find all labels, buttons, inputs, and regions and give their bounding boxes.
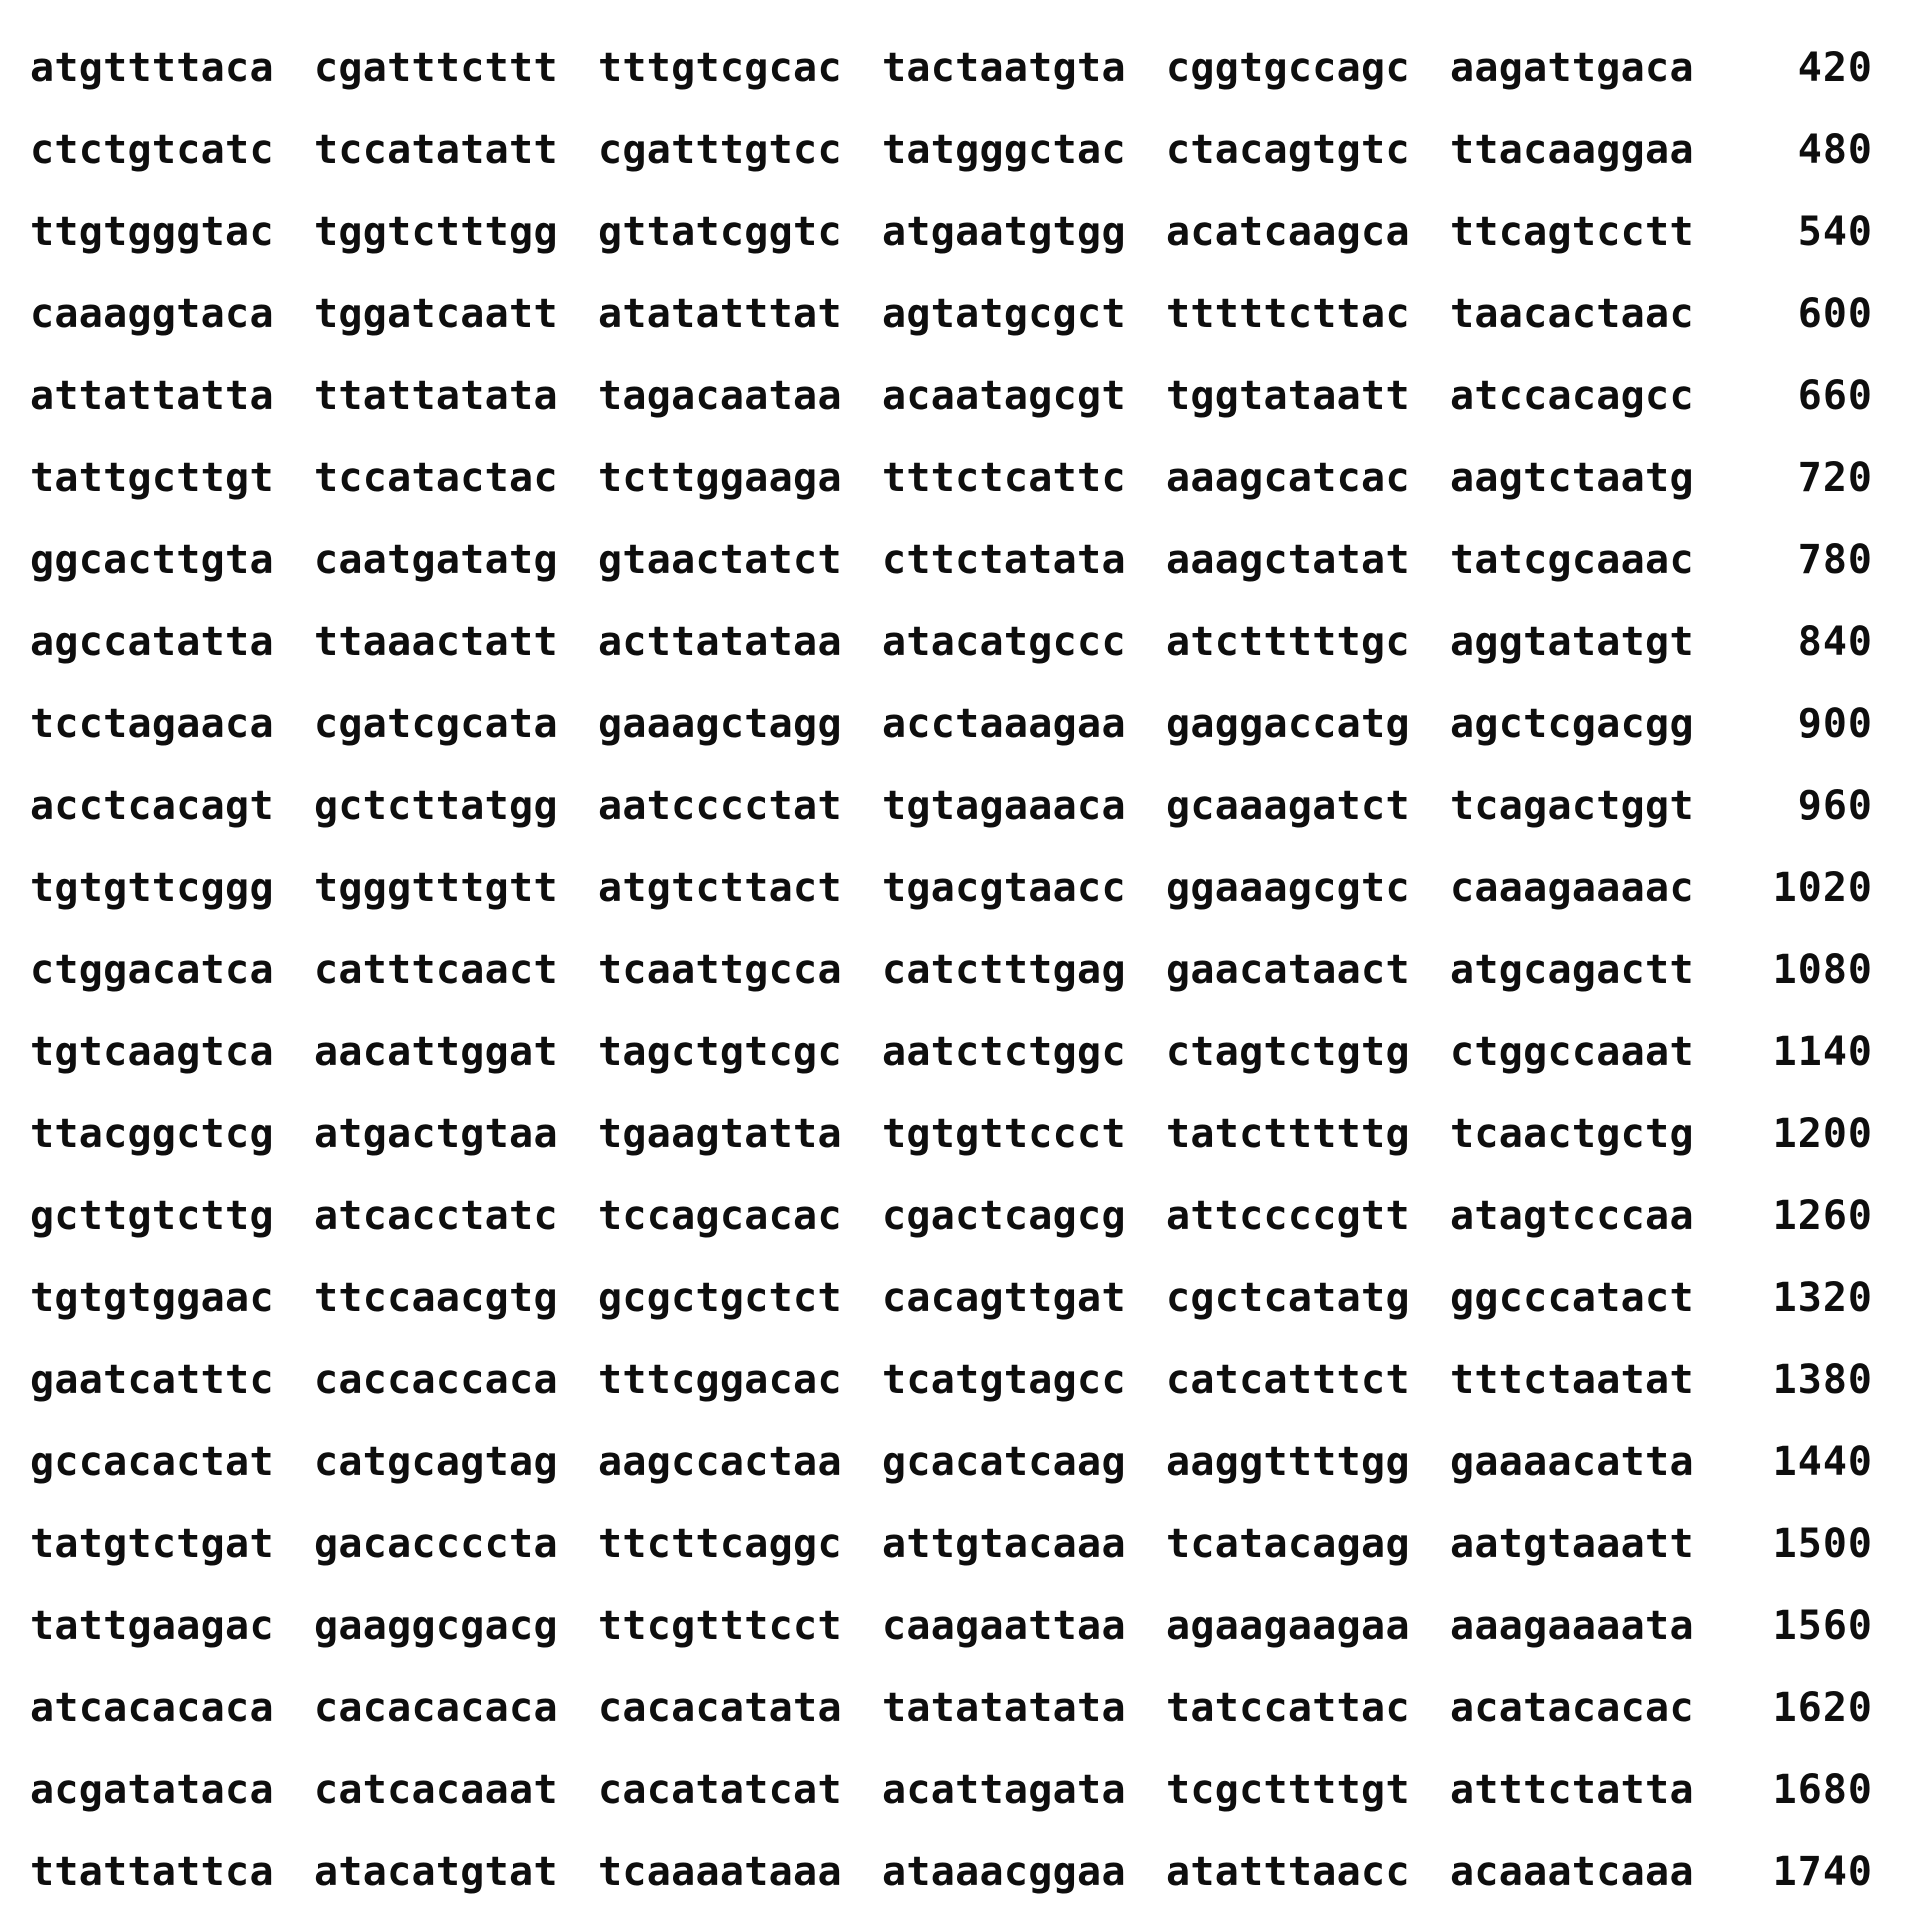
sequence-group: cacacacaca	[314, 1685, 558, 1731]
sequence-group: atctttttgc	[1166, 619, 1410, 665]
sequence-group: cacagttgat	[882, 1275, 1126, 1321]
sequence-group: gcgctgctct	[598, 1275, 842, 1321]
sequence-group: tgaagtatta	[598, 1111, 842, 1157]
sequence-group: agaagaagaa	[1166, 1603, 1410, 1649]
sequence-line	[0, 1011, 1925, 1093]
sequence-group: ttattatata	[314, 373, 558, 419]
sequence-group: tttctcattc	[882, 455, 1126, 501]
sequence-group: cgatcgcata	[314, 701, 558, 747]
sequence-line	[0, 27, 1925, 109]
sequence-group: aaagcatcac	[1166, 455, 1410, 501]
sequence-group: tatccattac	[1166, 1685, 1410, 1731]
sequence-group: gaaagctagg	[598, 701, 842, 747]
sequence-group: catcacaaat	[314, 1767, 558, 1813]
sequence-group: tatgtctgat	[30, 1521, 274, 1567]
sequence-group: tatatatata	[882, 1685, 1126, 1731]
sequence-group: aggtatatgt	[1450, 619, 1694, 665]
sequence-group: cacacatata	[598, 1685, 842, 1731]
sequence-group: tggatcaatt	[314, 291, 558, 337]
sequence-group: cttctatata	[882, 537, 1126, 583]
sequence-group: taacactaac	[1450, 291, 1694, 337]
position-number: 600	[1797, 291, 1873, 337]
position-number: 1260	[1772, 1193, 1873, 1239]
sequence-group: gccacactat	[30, 1439, 274, 1485]
sequence-group: ctctgtcatc	[30, 127, 274, 173]
sequence-group: attgtacaaa	[882, 1521, 1126, 1567]
position-number: 420	[1797, 45, 1873, 91]
sequence-group: tgtgttcggg	[30, 865, 274, 911]
sequence-group: gaacataact	[1166, 947, 1410, 993]
sequence-group: tttgtcgcac	[598, 45, 842, 91]
sequence-group: caaagaaaac	[1450, 865, 1694, 911]
sequence-group: acctaaagaa	[882, 701, 1126, 747]
sequence-group: atgtcttact	[598, 865, 842, 911]
sequence-group: ttcgtttcct	[598, 1603, 842, 1649]
sequence-group: ggcacttgta	[30, 537, 274, 583]
sequence-group: tgtgttccct	[882, 1111, 1126, 1157]
position-number: 1500	[1772, 1521, 1873, 1567]
sequence-group: tcaattgcca	[598, 947, 842, 993]
sequence-group: tatgggctac	[882, 127, 1126, 173]
sequence-group: acaatagcgt	[882, 373, 1126, 419]
sequence-group: ttcttcaggc	[598, 1521, 842, 1567]
position-number: 660	[1797, 373, 1873, 419]
sequence-line	[0, 1831, 1925, 1913]
sequence-line	[0, 1421, 1925, 1503]
sequence-group: gaaaacatta	[1450, 1439, 1694, 1485]
sequence-group: ttcagtcctt	[1450, 209, 1694, 255]
position-number: 840	[1797, 619, 1873, 665]
position-number: 1140	[1772, 1029, 1873, 1075]
sequence-line	[0, 683, 1925, 765]
sequence-group: caaaggtaca	[30, 291, 274, 337]
position-number: 1380	[1772, 1357, 1873, 1403]
sequence-line	[0, 437, 1925, 519]
sequence-group: aatctctggc	[882, 1029, 1126, 1075]
sequence-group: atgcagactt	[1450, 947, 1694, 993]
sequence-group: tttctaatat	[1450, 1357, 1694, 1403]
sequence-group: acattagata	[882, 1767, 1126, 1813]
sequence-group: cgctcatatg	[1166, 1275, 1410, 1321]
sequence-group: aaggttttgg	[1166, 1439, 1410, 1485]
sequence-group: ggcccatact	[1450, 1275, 1694, 1321]
sequence-line	[0, 1667, 1925, 1749]
position-number: 1620	[1772, 1685, 1873, 1731]
sequence-group: atccacagcc	[1450, 373, 1694, 419]
sequence-group: agccatatta	[30, 619, 274, 665]
sequence-line	[0, 765, 1925, 847]
sequence-group: tccagcacac	[598, 1193, 842, 1239]
sequence-group: ttacggctcg	[30, 1111, 274, 1157]
sequence-group: ataaacggaa	[882, 1849, 1126, 1895]
sequence-group: aaagctatat	[1166, 537, 1410, 583]
sequence-group: gctcttatgg	[314, 783, 558, 829]
sequence-line	[0, 273, 1925, 355]
sequence-group: atacatgccc	[882, 619, 1126, 665]
sequence-line	[0, 1749, 1925, 1831]
sequence-group: attccccgtt	[1166, 1193, 1410, 1239]
sequence-line	[0, 1585, 1925, 1667]
sequence-group: caagaattaa	[882, 1603, 1126, 1649]
sequence-line	[0, 519, 1925, 601]
sequence-group: ctacagtgtc	[1166, 127, 1410, 173]
sequence-group: catctttgag	[882, 947, 1126, 993]
position-number: 1560	[1772, 1603, 1873, 1649]
sequence-group: atcacacaca	[30, 1685, 274, 1731]
sequence-group: catttcaact	[314, 947, 558, 993]
sequence-group: cgactcagcg	[882, 1193, 1126, 1239]
sequence-group: aacattggat	[314, 1029, 558, 1075]
position-number: 720	[1797, 455, 1873, 501]
sequence-group: ttattattca	[30, 1849, 274, 1895]
sequence-group: ttgtgggtac	[30, 209, 274, 255]
sequence-group: cgatttgtcc	[598, 127, 842, 173]
sequence-group: ctagtctgtg	[1166, 1029, 1410, 1075]
position-number: 1020	[1772, 865, 1873, 911]
sequence-group: tcaaaataaa	[598, 1849, 842, 1895]
sequence-line	[0, 1339, 1925, 1421]
sequence-group: aagattgaca	[1450, 45, 1694, 91]
sequence-group: acaaatcaaa	[1450, 1849, 1694, 1895]
sequence-group: tcaactgctg	[1450, 1111, 1694, 1157]
sequence-group: gaatcatttc	[30, 1357, 274, 1403]
sequence-group: gaggaccatg	[1166, 701, 1410, 747]
sequence-group: atcacctatc	[314, 1193, 558, 1239]
sequence-group: gaaggcgacg	[314, 1603, 558, 1649]
sequence-line	[0, 929, 1925, 1011]
sequence-group: tagacaataa	[598, 373, 842, 419]
sequence-group: caatgatatg	[314, 537, 558, 583]
sequence-group: cggtgccagc	[1166, 45, 1410, 91]
sequence-group: atgttttaca	[30, 45, 274, 91]
sequence-line	[0, 1503, 1925, 1585]
position-number: 1440	[1772, 1439, 1873, 1485]
position-number: 1680	[1772, 1767, 1873, 1813]
sequence-group: ctggccaaat	[1450, 1029, 1694, 1075]
position-number: 540	[1797, 209, 1873, 255]
sequence-line	[0, 109, 1925, 191]
sequence-group: tggtctttgg	[314, 209, 558, 255]
sequence-group: atagtcccaa	[1450, 1193, 1694, 1239]
sequence-group: tcatgtagcc	[882, 1357, 1126, 1403]
sequence-group: catcatttct	[1166, 1357, 1410, 1403]
sequence-group: ctggacatca	[30, 947, 274, 993]
sequence-group: gtaactatct	[598, 537, 842, 583]
sequence-group: acgatataca	[30, 1767, 274, 1813]
position-number: 1080	[1772, 947, 1873, 993]
sequence-group: acatacacac	[1450, 1685, 1694, 1731]
sequence-group: gacaccccta	[314, 1521, 558, 1567]
sequence-group: tgtcaagtca	[30, 1029, 274, 1075]
sequence-group: tactaatgta	[882, 45, 1126, 91]
sequence-group: tgggtttgtt	[314, 865, 558, 911]
sequence-line	[0, 1175, 1925, 1257]
position-number: 960	[1797, 783, 1873, 829]
sequence-line	[0, 847, 1925, 929]
sequence-group: tgtgtggaac	[30, 1275, 274, 1321]
sequence-group: aaagaaaata	[1450, 1603, 1694, 1649]
sequence-group: tttcggacac	[598, 1357, 842, 1403]
sequence-group: tttttcttac	[1166, 291, 1410, 337]
sequence-group: tatctttttg	[1166, 1111, 1410, 1157]
sequence-group: gcacatcaag	[882, 1439, 1126, 1485]
sequence-group: tgtagaaaca	[882, 783, 1126, 829]
sequence-group: acctcacagt	[30, 783, 274, 829]
sequence-group: aatcccctat	[598, 783, 842, 829]
sequence-group: tagctgtcgc	[598, 1029, 842, 1075]
sequence-group: atatatttat	[598, 291, 842, 337]
sequence-line	[0, 1257, 1925, 1339]
sequence-group: tccatactac	[314, 455, 558, 501]
sequence-line	[0, 1093, 1925, 1175]
sequence-group: tcctagaaca	[30, 701, 274, 747]
sequence-group: agctcgacgg	[1450, 701, 1694, 747]
position-number: 1200	[1772, 1111, 1873, 1157]
sequence-group: gttatcggtc	[598, 209, 842, 255]
sequence-group: tgacgtaacc	[882, 865, 1126, 911]
sequence-group: tcagactggt	[1450, 783, 1694, 829]
sequence-group: atgactgtaa	[314, 1111, 558, 1157]
sequence-group: cacatatcat	[598, 1767, 842, 1813]
sequence-group: tatcgcaaac	[1450, 537, 1694, 583]
position-number: 900	[1797, 701, 1873, 747]
sequence-group: tattgaagac	[30, 1603, 274, 1649]
sequence-group: cgatttcttt	[314, 45, 558, 91]
sequence-group: acttatataa	[598, 619, 842, 665]
sequence-group: tcttggaaga	[598, 455, 842, 501]
sequence-group: acatcaagca	[1166, 209, 1410, 255]
sequence-group: caccaccaca	[314, 1357, 558, 1403]
sequence-group: gcaaagatct	[1166, 783, 1410, 829]
position-number: 780	[1797, 537, 1873, 583]
sequence-group: attattatta	[30, 373, 274, 419]
sequence-group: atgaatgtgg	[882, 209, 1126, 255]
sequence-group: aagtctaatg	[1450, 455, 1694, 501]
sequence-group: tcatacagag	[1166, 1521, 1410, 1567]
position-number: 480	[1797, 127, 1873, 173]
sequence-group: ttacaaggaa	[1450, 127, 1694, 173]
sequence-group: ttccaacgtg	[314, 1275, 558, 1321]
sequence-line	[0, 601, 1925, 683]
sequence-group: atatttaacc	[1166, 1849, 1410, 1895]
sequence-group: agtatgcgct	[882, 291, 1126, 337]
sequence-group: ttaaactatt	[314, 619, 558, 665]
sequence-group: aagccactaa	[598, 1439, 842, 1485]
sequence-group: tattgcttgt	[30, 455, 274, 501]
sequence-group: aatgtaaatt	[1450, 1521, 1694, 1567]
position-number: 1740	[1772, 1849, 1873, 1895]
sequence-group: gcttgtcttg	[30, 1193, 274, 1239]
sequence-group: tggtataatt	[1166, 373, 1410, 419]
sequence-line	[0, 355, 1925, 437]
sequence-group: atttctatta	[1450, 1767, 1694, 1813]
sequence-group: tcgcttttgt	[1166, 1767, 1410, 1813]
sequence-line	[0, 191, 1925, 273]
sequence-group: catgcagtag	[314, 1439, 558, 1485]
position-number: 1320	[1772, 1275, 1873, 1321]
sequence-group: atacatgtat	[314, 1849, 558, 1895]
sequence-group: ggaaagcgtc	[1166, 865, 1410, 911]
sequence-group: tccatatatt	[314, 127, 558, 173]
